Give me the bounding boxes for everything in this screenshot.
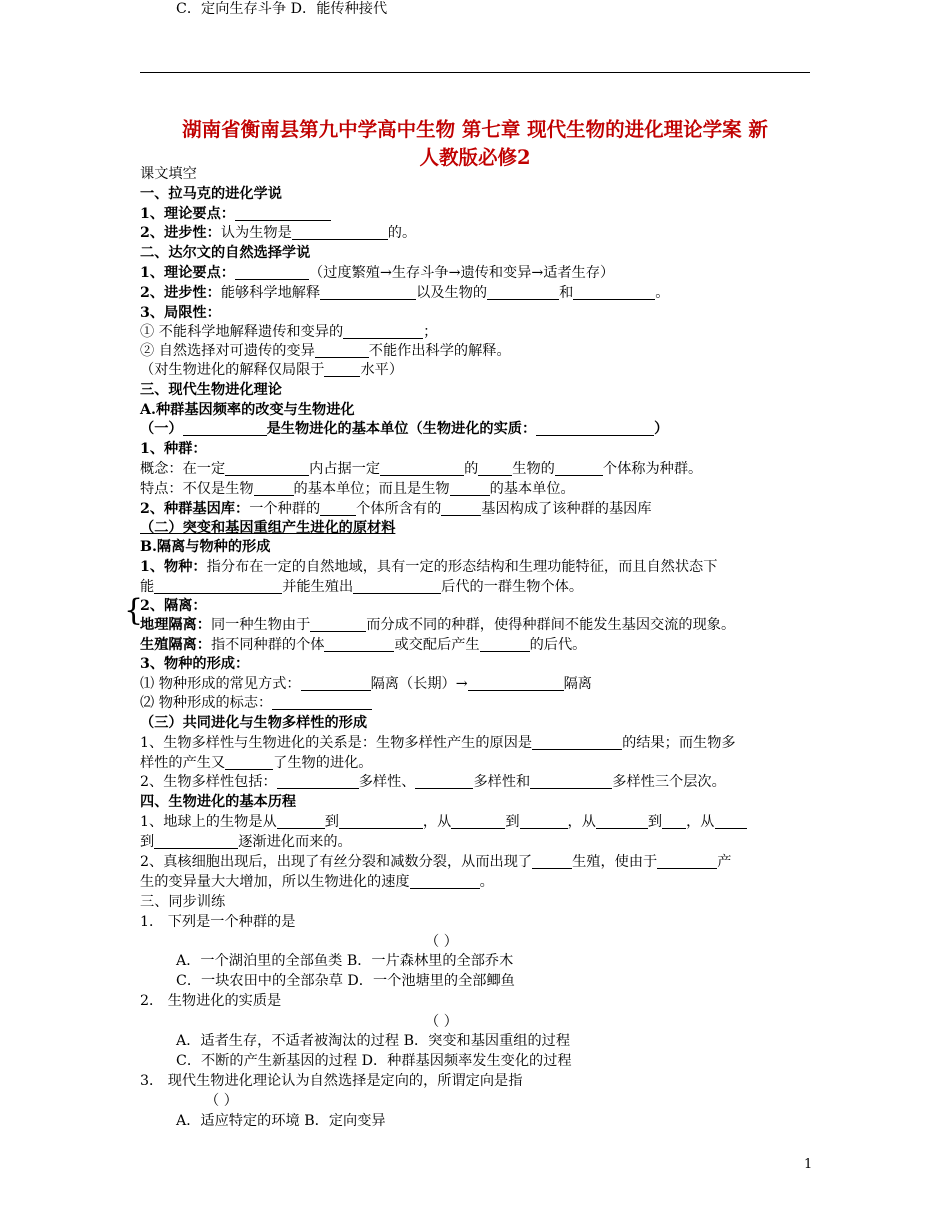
text-line: [140, 597, 207, 616]
text-line: [176, 0, 387, 19]
text-segment: 的: [464, 461, 479, 477]
text-segment: 3． 现代生物进化理论认为自然选择是定向的，所谓定向是指: [140, 1073, 523, 1089]
text-segment: 课文填空: [140, 166, 197, 182]
blank-field: [487, 284, 559, 300]
text-segment: 的基本单位；而且是生物: [293, 481, 450, 497]
blank-field: [339, 813, 423, 829]
text-segment: A．一个湖泊里的全部鱼类 B．一片森林里的全部乔木: [176, 953, 514, 969]
blank-field: [532, 734, 622, 750]
blank-field: [324, 361, 360, 377]
text-segment: 四、生物进化的基本历程: [140, 794, 297, 810]
text-segment: 1、生物多样性与生物进化的关系是：生物多样性产生的原因是: [140, 735, 533, 751]
blank-field: [183, 420, 267, 436]
blank-field: [410, 873, 480, 889]
text-segment: 2、种群基因库：: [140, 501, 250, 517]
text-segment: 以及生物的: [416, 285, 488, 301]
blank-field: [450, 480, 490, 496]
text-line: [140, 694, 372, 713]
text-segment: ⑵ 物种形成的标志：: [140, 695, 273, 711]
text-segment: 一个种群的: [249, 501, 321, 517]
text-line: [140, 1072, 522, 1091]
text-segment: 3、物种的形成：: [140, 656, 250, 672]
blank-field: [272, 694, 372, 710]
text-segment: 到: [647, 814, 663, 830]
text-segment: 多样性三个层次。: [612, 774, 726, 790]
blank-field: [451, 813, 505, 829]
text-segment: 一、拉马克的进化学说: [140, 186, 282, 202]
blank-field: [154, 578, 282, 594]
page-number: 1: [804, 1157, 813, 1172]
text-line: [140, 205, 331, 224]
text-line: [140, 381, 282, 400]
text-line: [176, 1032, 570, 1051]
blank-field: [301, 675, 371, 691]
text-segment: （对生物进化的解释仅局限于: [140, 362, 325, 378]
text-segment: （ ）: [425, 934, 458, 950]
text-segment: 逐渐进化而来的。: [238, 834, 352, 850]
text-line: [140, 913, 295, 932]
blank-field: [254, 480, 294, 496]
text-segment: 水平）: [360, 362, 404, 378]
text-segment: 认为生物是: [220, 225, 292, 241]
blank-field: [353, 578, 441, 594]
text-segment: 能够科学地解释: [220, 285, 321, 301]
text-segment: 个体所含有的: [356, 501, 442, 517]
text-segment: 或交配后产生: [394, 637, 480, 653]
text-segment: 1、理论要点：: [140, 265, 235, 281]
text-segment: 1、理论要点：: [140, 206, 235, 222]
blank-field: [532, 853, 572, 869]
text-line: [140, 420, 668, 439]
text-line: [140, 754, 372, 773]
blank-field: [315, 342, 369, 358]
text-line: [140, 323, 437, 342]
brace-icon: {: [124, 593, 144, 628]
text-segment: 三、现代生物进化理论: [140, 382, 282, 398]
blank-field: [235, 205, 331, 221]
text-line: [140, 440, 207, 459]
text-segment: 生的变异量大大增加，所以生物进化的速度: [140, 874, 410, 890]
text-segment: 。: [479, 874, 494, 890]
text-line: [140, 773, 726, 792]
text-segment: 生殖隔离：: [140, 637, 211, 653]
text-segment: 地理隔离：: [140, 617, 211, 633]
text-line: [176, 972, 515, 991]
text-line: [140, 244, 310, 263]
blank-field: [292, 224, 388, 240]
text-segment: 而分成不同的种群，使得种群间不能发生基因交流的现象。: [366, 617, 736, 633]
text-line: [140, 500, 652, 519]
text-segment: 基因构成了该种群的基因库: [481, 501, 652, 517]
text-segment: 能: [140, 579, 155, 595]
text-segment: 多样性和: [473, 774, 531, 790]
text-segment: （ ）: [205, 1093, 238, 1109]
blank-field: [480, 636, 530, 652]
text-line: [140, 538, 270, 557]
text-segment: （ ）: [425, 1014, 458, 1030]
text-segment: 个体称为种群。: [602, 461, 703, 477]
text-line: [140, 558, 717, 577]
text-segment: 。: [655, 285, 670, 301]
blank-field: [478, 460, 512, 476]
text-line: [140, 833, 352, 852]
text-segment: C．一块农田中的全部杂草 D．一个池塘里的全部鲫鱼: [176, 973, 515, 989]
text-line: [140, 793, 296, 812]
blank-field: [530, 773, 612, 789]
text-line: [140, 165, 197, 184]
text-segment: 隔离（长期）→: [370, 676, 468, 692]
text-segment: 特点：不仅是生物: [140, 481, 254, 497]
blank-field: [277, 773, 359, 789]
text-segment: 并能生殖出: [282, 579, 354, 595]
text-segment: 的。: [387, 225, 417, 241]
text-segment: ① 不能科学地解释遗传和变异的: [140, 324, 344, 340]
blank-field: [657, 853, 717, 869]
text-segment: 样性的产生又: [140, 755, 226, 771]
text-segment: 产: [717, 854, 732, 870]
blank-field: [662, 813, 686, 829]
blank-field: [380, 460, 464, 476]
blank-field: [468, 675, 564, 691]
text-segment: 多样性、: [358, 774, 416, 790]
text-line: [140, 401, 355, 420]
text-segment: 二、达尔文的自然选择学说: [140, 245, 311, 261]
text-segment: C．定向生存斗争 D．能传种接代: [176, 1, 388, 17]
text-line: [140, 655, 249, 674]
text-segment: （一）: [140, 421, 183, 437]
text-segment: 1、物种：: [140, 559, 207, 575]
text-line: [176, 1052, 572, 1071]
text-line: [140, 714, 367, 733]
text-segment: 指不同种群的个体: [210, 637, 325, 653]
title-line-1: 湖南省衡南县第九中学高中生物 第七章 现代生物的进化理论学案 新: [182, 118, 768, 141]
text-segment: 2、隔离：: [140, 598, 207, 614]
text-segment: 指分布在一定的自然地域，具有一定的形态结构和生理功能特征，而且自然状态下: [206, 559, 718, 575]
text-segment: 隔离: [563, 676, 592, 692]
blank-field: [225, 460, 309, 476]
text-segment: 和: [559, 285, 574, 301]
text-line: [140, 873, 494, 892]
text-line: [140, 675, 592, 694]
blank-field: [235, 264, 309, 280]
text-segment: 到: [505, 814, 520, 830]
blank-field: [536, 420, 654, 436]
text-segment: 后代的一群生物个体。: [441, 579, 584, 595]
text-segment: ② 自然选择对可遗传的变异: [140, 343, 315, 359]
text-line: [140, 224, 416, 243]
text-segment: 的后代。: [529, 637, 587, 653]
text-line: [140, 853, 731, 872]
text-segment: 生物的: [512, 461, 555, 477]
text-segment: 不能作出科学的解释。: [368, 343, 511, 359]
text-segment: 2、进步性：: [140, 225, 221, 241]
text-segment: 1． 下列是一个种群的是: [140, 914, 296, 930]
text-line: [176, 1112, 386, 1131]
blank-field: [324, 636, 394, 652]
text-line: [140, 636, 586, 655]
blank-field: [596, 813, 648, 829]
text-line: [140, 284, 670, 303]
text-line: [176, 952, 513, 971]
text-segment: 生殖，使由于: [572, 854, 658, 870]
blank-field: [715, 813, 747, 829]
text-line: [140, 361, 403, 380]
text-segment: （三）共同进化与生物多样性的形成: [140, 715, 368, 731]
blank-field: [573, 284, 655, 300]
blank-field: [225, 754, 273, 770]
text-segment: 1、地球上的生物是从: [140, 814, 277, 830]
blank-field: [277, 813, 325, 829]
text-segment: C．不断的产生新基因的过程 D．种群基因频率发生变化的过程: [176, 1053, 572, 1069]
text-segment: 2． 生物进化的实质是: [140, 993, 282, 1009]
text-segment: A.种群基因频率的改变与生物进化: [140, 402, 355, 418]
text-segment: 2、进步性：: [140, 285, 221, 301]
text-line: [140, 893, 225, 912]
text-line: [140, 304, 221, 323]
text-line: [140, 185, 282, 204]
text-segment: 的基本单位。: [489, 481, 575, 497]
text-line: [205, 1092, 238, 1111]
text-line: [140, 480, 575, 499]
text-segment: ，从: [686, 814, 715, 830]
header-rule: [140, 72, 810, 73]
text-segment: 2、真核细胞出现后，出现了有丝分裂和减数分裂，从而出现了: [140, 854, 533, 870]
text-line: [140, 616, 735, 635]
blank-field: [441, 500, 481, 516]
text-segment: A．适者生存，不适者被淘汰的过程 B．突变和基因重组的过程: [176, 1033, 571, 1049]
text-segment: 同一种生物由于: [210, 617, 311, 633]
text-line: [425, 1013, 458, 1032]
text-line: [140, 519, 395, 538]
text-line: [140, 813, 747, 832]
blank-field: [154, 833, 238, 849]
text-segment: ，从: [422, 814, 452, 830]
blank-field: [555, 460, 603, 476]
text-segment: 了生物的进化。: [273, 755, 373, 771]
text-segment: （过度繁殖→生存斗争→遗传和变异→适者生存）: [309, 265, 615, 281]
text-segment: 的结果；而生物多: [622, 735, 736, 751]
text-segment: B.隔离与物种的形成: [140, 539, 271, 555]
text-segment: 三、同步训练: [140, 894, 226, 910]
text-line: [425, 933, 458, 952]
text-segment: 1、种群：: [140, 441, 207, 457]
text-segment: 内占据一定: [309, 461, 381, 477]
blank-field: [310, 616, 366, 632]
text-segment: 是生物进化的基本单位（生物进化的实质：: [266, 421, 537, 437]
text-segment: ；: [423, 324, 438, 340]
blank-field: [320, 500, 356, 516]
title-line-2: 人教版必修2: [419, 146, 531, 169]
blank-field: [320, 284, 416, 300]
text-segment: 概念：在一定: [140, 461, 226, 477]
text-line: [140, 264, 614, 283]
blank-field: [520, 813, 568, 829]
text-line: [140, 578, 583, 597]
blank-field: [343, 323, 423, 339]
text-segment: 到: [324, 814, 339, 830]
text-line: [140, 734, 736, 753]
text-line: [140, 342, 511, 361]
text-segment: ，从: [567, 814, 596, 830]
text-segment: （二）突变和基因重组产生进化的原材料: [140, 520, 396, 536]
text-line: [140, 992, 281, 1011]
text-segment: 到: [140, 834, 155, 850]
text-segment: 2、生物多样性包括：: [140, 774, 277, 790]
text-segment: ⑴ 物种形成的常见方式：: [140, 676, 301, 692]
page-title: [120, 116, 830, 172]
text-segment: ）: [654, 421, 669, 437]
text-segment: A．适应特定的环境 B．定向变异: [176, 1113, 386, 1129]
blank-field: [415, 773, 473, 789]
text-segment: 3、局限性：: [140, 305, 221, 321]
text-line: [140, 460, 702, 479]
